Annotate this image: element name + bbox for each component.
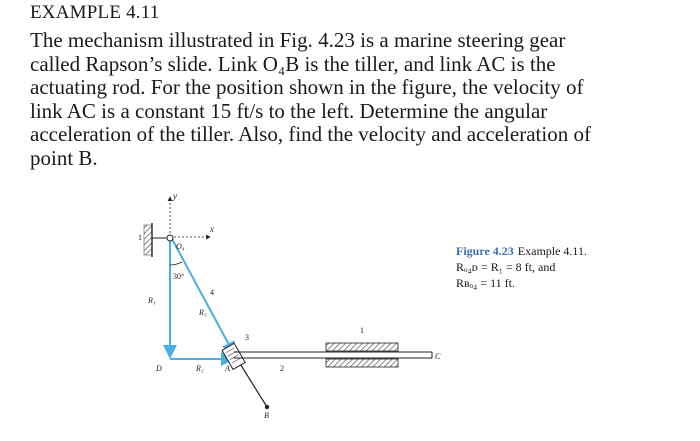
problem-line: actuating rod. For the position shown in the figure, the velocity of	[30, 75, 584, 99]
label-a: A	[225, 364, 230, 373]
label-c: C	[435, 352, 441, 361]
label-r3: R₃	[199, 308, 207, 317]
label-angle: 30°	[173, 272, 185, 281]
angle-arc	[170, 262, 182, 265]
problem-line: called Rapson’s slide. Link O₄B is the tiller, and link AC is the	[30, 51, 556, 76]
label-link-4: 4	[210, 288, 214, 297]
problem-line: point B.	[30, 145, 98, 170]
problem-line: link AC is a constant 15 ft/s to the left. Determine the angular	[30, 98, 548, 123]
guide-top	[326, 343, 398, 351]
label-d: D	[156, 364, 162, 373]
problem-statement	[30, 29, 680, 170]
caption-line: Rʙₒ₄ = 11 ft.	[456, 276, 515, 290]
caption-line: Rₒ₄ᴅ = R₁ = 8 ft, and	[456, 260, 556, 274]
vector-r3	[172, 239, 234, 354]
label-link-1-top: 1	[360, 326, 364, 335]
label-y: y	[173, 191, 177, 201]
caption-title: Figure 4.23	[456, 244, 514, 258]
label-link-3: 3	[245, 333, 249, 342]
label-x: x	[210, 224, 214, 234]
label-link-1-left: 1	[138, 233, 142, 242]
example-heading: EXAMPLE 4.11	[30, 2, 160, 23]
guide-bottom	[326, 359, 398, 367]
point-b	[265, 405, 269, 409]
figure-caption	[456, 243, 587, 291]
caption-line: Example 4.11.	[517, 244, 587, 258]
wall-ground	[144, 225, 152, 255]
label-r2: R₂	[196, 364, 204, 373]
label-r1: R₁	[148, 296, 156, 305]
problem-line: The mechanism illustrated in Fig. 4.23 is a marine steering gear	[30, 28, 566, 52]
label-link-2: 2	[280, 364, 284, 373]
problem-line: acceleration of the tiller. Also, find the velocity and acceleration of	[30, 122, 591, 146]
label-b: B	[264, 411, 269, 420]
pivot-o4	[167, 235, 173, 241]
mechanism-figure	[130, 185, 450, 425]
label-o4: O₄	[176, 242, 185, 251]
